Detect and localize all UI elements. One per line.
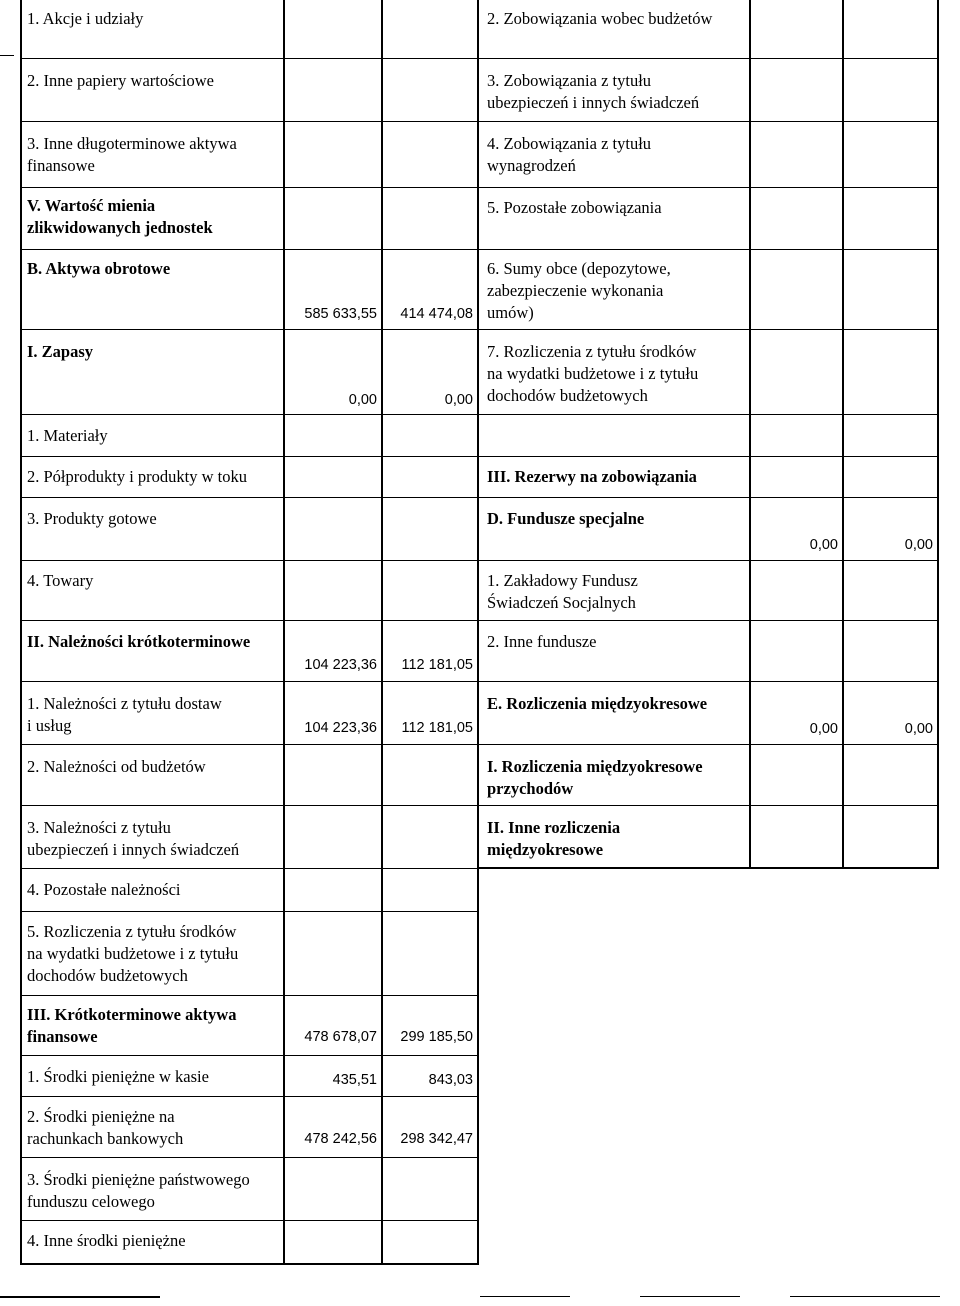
left-row-line xyxy=(20,744,479,745)
right-row-line xyxy=(477,58,939,59)
asset-label-naleznosci-budzetow: 2. Należności od budżetów xyxy=(27,757,206,776)
left-row-line xyxy=(20,1157,479,1158)
scan-mark xyxy=(0,1296,160,1298)
left-row-line xyxy=(20,1055,479,1056)
left-table-border-left xyxy=(20,0,22,1264)
asset-label-rachunki: 2. Środki pieniężne na xyxy=(27,1107,175,1126)
scan-mark xyxy=(790,1296,940,1297)
liability-label-zfss-cont: Świadczeń Socjalnych xyxy=(487,593,636,612)
liability-label-przychody-cont: przychodów xyxy=(487,779,574,798)
liability-label-inne-fundusze: 2. Inne fundusze xyxy=(487,632,597,651)
liability-label-fundusze-specjalne: D. Fundusze specjalne xyxy=(487,509,645,528)
right-row-line xyxy=(477,249,939,250)
right-row-line xyxy=(477,560,939,561)
value-aktywa-obrotowe-start: 585 633,55 xyxy=(304,306,377,322)
right-row-line xyxy=(477,620,939,621)
right-row-line xyxy=(477,414,939,415)
left-row-line xyxy=(20,911,479,912)
right-row-line xyxy=(477,497,939,498)
liability-label-inne-rozliczenia-cont: międzyokresowe xyxy=(487,840,604,859)
asset-label-papiery: 2. Inne papiery wartościowe xyxy=(27,71,214,90)
right-row-line xyxy=(477,867,939,869)
scan-mark xyxy=(480,1296,570,1297)
asset-label-polprodukty: 2. Półprodukty i produkty w toku xyxy=(27,467,248,486)
value-zapasy-end: 0,00 xyxy=(444,392,473,408)
asset-label-rozliczenia: 5. Rozliczenia z tytułu środków xyxy=(27,922,237,941)
asset-label-zapasy: I. Zapasy xyxy=(27,342,94,361)
asset-label-naleznosci-ubezpieczen: 3. Należności z tytułu xyxy=(27,818,171,837)
right-row-line xyxy=(477,329,939,330)
value-naleznosci-start: 104 223,36 xyxy=(304,657,377,673)
right-row-line xyxy=(477,187,939,188)
left-row-line xyxy=(20,1220,479,1221)
left-row-line xyxy=(20,868,479,869)
right-table-border-right xyxy=(937,0,939,868)
asset-label-towary: 4. Towary xyxy=(27,571,94,590)
value-kasa-end: 843,03 xyxy=(428,1072,473,1088)
liability-label-wynagrodzenia: 4. Zobowiązania z tytułu xyxy=(487,134,652,153)
left-row-line xyxy=(20,121,479,122)
asset-label-materialy: 1. Materiały xyxy=(27,426,108,445)
liability-label-sumy-obce-cont1: zabezpieczenie wykonania xyxy=(487,281,664,300)
liability-label-ubezpieczenia-cont: ubezpieczeń i innych świadczeń xyxy=(487,93,700,112)
left-row-line xyxy=(20,681,479,682)
value-rachunki-end: 298 342,47 xyxy=(400,1131,473,1147)
asset-label-fundusz-celowy: 3. Środki pieniężne państwowego xyxy=(27,1170,250,1189)
liability-label-przychody: I. Rozliczenia międzyokresowe xyxy=(487,757,703,776)
value-krotkoterminowe-aktywa-start: 478 678,07 xyxy=(304,1029,377,1045)
left-row-line xyxy=(20,414,479,415)
left-row-line xyxy=(20,249,479,250)
value-fundusze-specjalne-end: 0,00 xyxy=(904,537,933,553)
value-rozliczenia-miedzyokresowe-end: 0,00 xyxy=(904,721,933,737)
value-zapasy-start: 0,00 xyxy=(348,392,377,408)
liability-label-pozostale: 5. Pozostałe zobowiązania xyxy=(487,198,662,217)
left-col-divider-3 xyxy=(477,0,479,1264)
liability-label-rozliczenia-cont1: na wydatki budżetowe i z tytułu xyxy=(487,364,699,383)
asset-label-naleznosci-ubezpieczen-cont: ubezpieczeń i innych świadczeń xyxy=(27,840,240,859)
right-row-line xyxy=(477,121,939,122)
asset-label-dlugoterminowe: 3. Inne długoterminowe aktywa xyxy=(27,134,237,153)
liability-label-sumy-obce: 6. Sumy obce (depozytowe, xyxy=(487,259,671,278)
left-row-line xyxy=(20,1263,479,1265)
asset-label-krotkoterminowe-aktywa: III. Krótkoterminowe aktywa xyxy=(27,1005,237,1024)
value-naleznosci-dostaw-end: 112 181,05 xyxy=(401,720,473,736)
value-fundusze-specjalne-start: 0,00 xyxy=(809,537,838,553)
scan-mark xyxy=(0,55,14,56)
liability-label-rozliczenia-miedzyokresowe: E. Rozliczenia międzyokresowe xyxy=(487,694,708,713)
asset-label-rozliczenia-cont2: dochodów budżetowych xyxy=(27,966,188,985)
liability-label-rezerwy: III. Rezerwy na zobowiązania xyxy=(487,467,697,486)
liability-label-wynagrodzenia-cont: wynagrodzeń xyxy=(487,156,576,175)
asset-label-pozostale-naleznosci: 4. Pozostałe należności xyxy=(27,880,181,899)
asset-label-produkty-gotowe: 3. Produkty gotowe xyxy=(27,509,157,528)
liability-label-budzety: 2. Zobowiązania wobec budżetów xyxy=(487,9,713,28)
value-kasa-start: 435,51 xyxy=(332,1072,377,1088)
value-naleznosci-end: 112 181,05 xyxy=(401,657,473,673)
left-row-line xyxy=(20,1096,479,1097)
left-row-line xyxy=(20,187,479,188)
liability-label-inne-rozliczenia: II. Inne rozliczenia xyxy=(487,818,621,837)
left-row-line xyxy=(20,620,479,621)
right-row-line xyxy=(477,744,939,745)
left-row-line xyxy=(20,995,479,996)
asset-label-wartosc-mienia-cont: zlikwidowanych jednostek xyxy=(27,218,213,237)
liability-label-rozliczenia-cont2: dochodów budżetowych xyxy=(487,386,648,405)
asset-label-akcje: 1. Akcje i udziały xyxy=(27,9,144,28)
asset-label-dlugoterminowe-cont: finansowe xyxy=(27,156,95,175)
right-row-line xyxy=(477,681,939,682)
liability-label-ubezpieczenia: 3. Zobowiązania z tytułu xyxy=(487,71,652,90)
asset-label-naleznosci-dostaw: 1. Należności z tytułu dostaw xyxy=(27,694,222,713)
asset-label-naleznosci-dostaw-cont: i usług xyxy=(27,716,72,735)
liability-label-sumy-obce-cont2: umów) xyxy=(487,303,534,322)
value-rachunki-start: 478 242,56 xyxy=(304,1131,377,1147)
liability-label-rozliczenia: 7. Rozliczenia z tytułu środków xyxy=(487,342,697,361)
left-row-line xyxy=(20,456,479,457)
asset-label-wartosc-mienia: V. Wartość mienia xyxy=(27,196,156,215)
left-row-line xyxy=(20,805,479,806)
left-row-line xyxy=(20,497,479,498)
right-row-line xyxy=(477,456,939,457)
asset-label-inne-srodki: 4. Inne środki pieniężne xyxy=(27,1231,186,1250)
liability-label-zfss: 1. Zakładowy Fundusz xyxy=(487,571,638,590)
value-aktywa-obrotowe-end: 414 474,08 xyxy=(400,306,473,322)
asset-label-krotkoterminowe-aktywa-cont: finansowe xyxy=(27,1027,98,1046)
left-row-line xyxy=(20,329,479,330)
value-naleznosci-dostaw-start: 104 223,36 xyxy=(304,720,377,736)
left-row-line xyxy=(20,560,479,561)
value-rozliczenia-miedzyokresowe-start: 0,00 xyxy=(809,721,838,737)
asset-label-rachunki-cont: rachunkach bankowych xyxy=(27,1129,184,1148)
left-row-line xyxy=(20,58,479,59)
right-row-line xyxy=(477,805,939,806)
asset-label-aktywa-obrotowe: B. Aktywa obrotowe xyxy=(27,259,171,278)
asset-label-naleznosci: II. Należności krótkoterminowe xyxy=(27,632,251,651)
asset-label-rozliczenia-cont1: na wydatki budżetowe i z tytułu xyxy=(27,944,239,963)
asset-label-kasa: 1. Środki pieniężne w kasie xyxy=(27,1067,209,1086)
asset-label-fundusz-celowy-cont: funduszu celowego xyxy=(27,1192,155,1211)
value-krotkoterminowe-aktywa-end: 299 185,50 xyxy=(400,1029,473,1045)
scan-mark xyxy=(640,1296,740,1297)
